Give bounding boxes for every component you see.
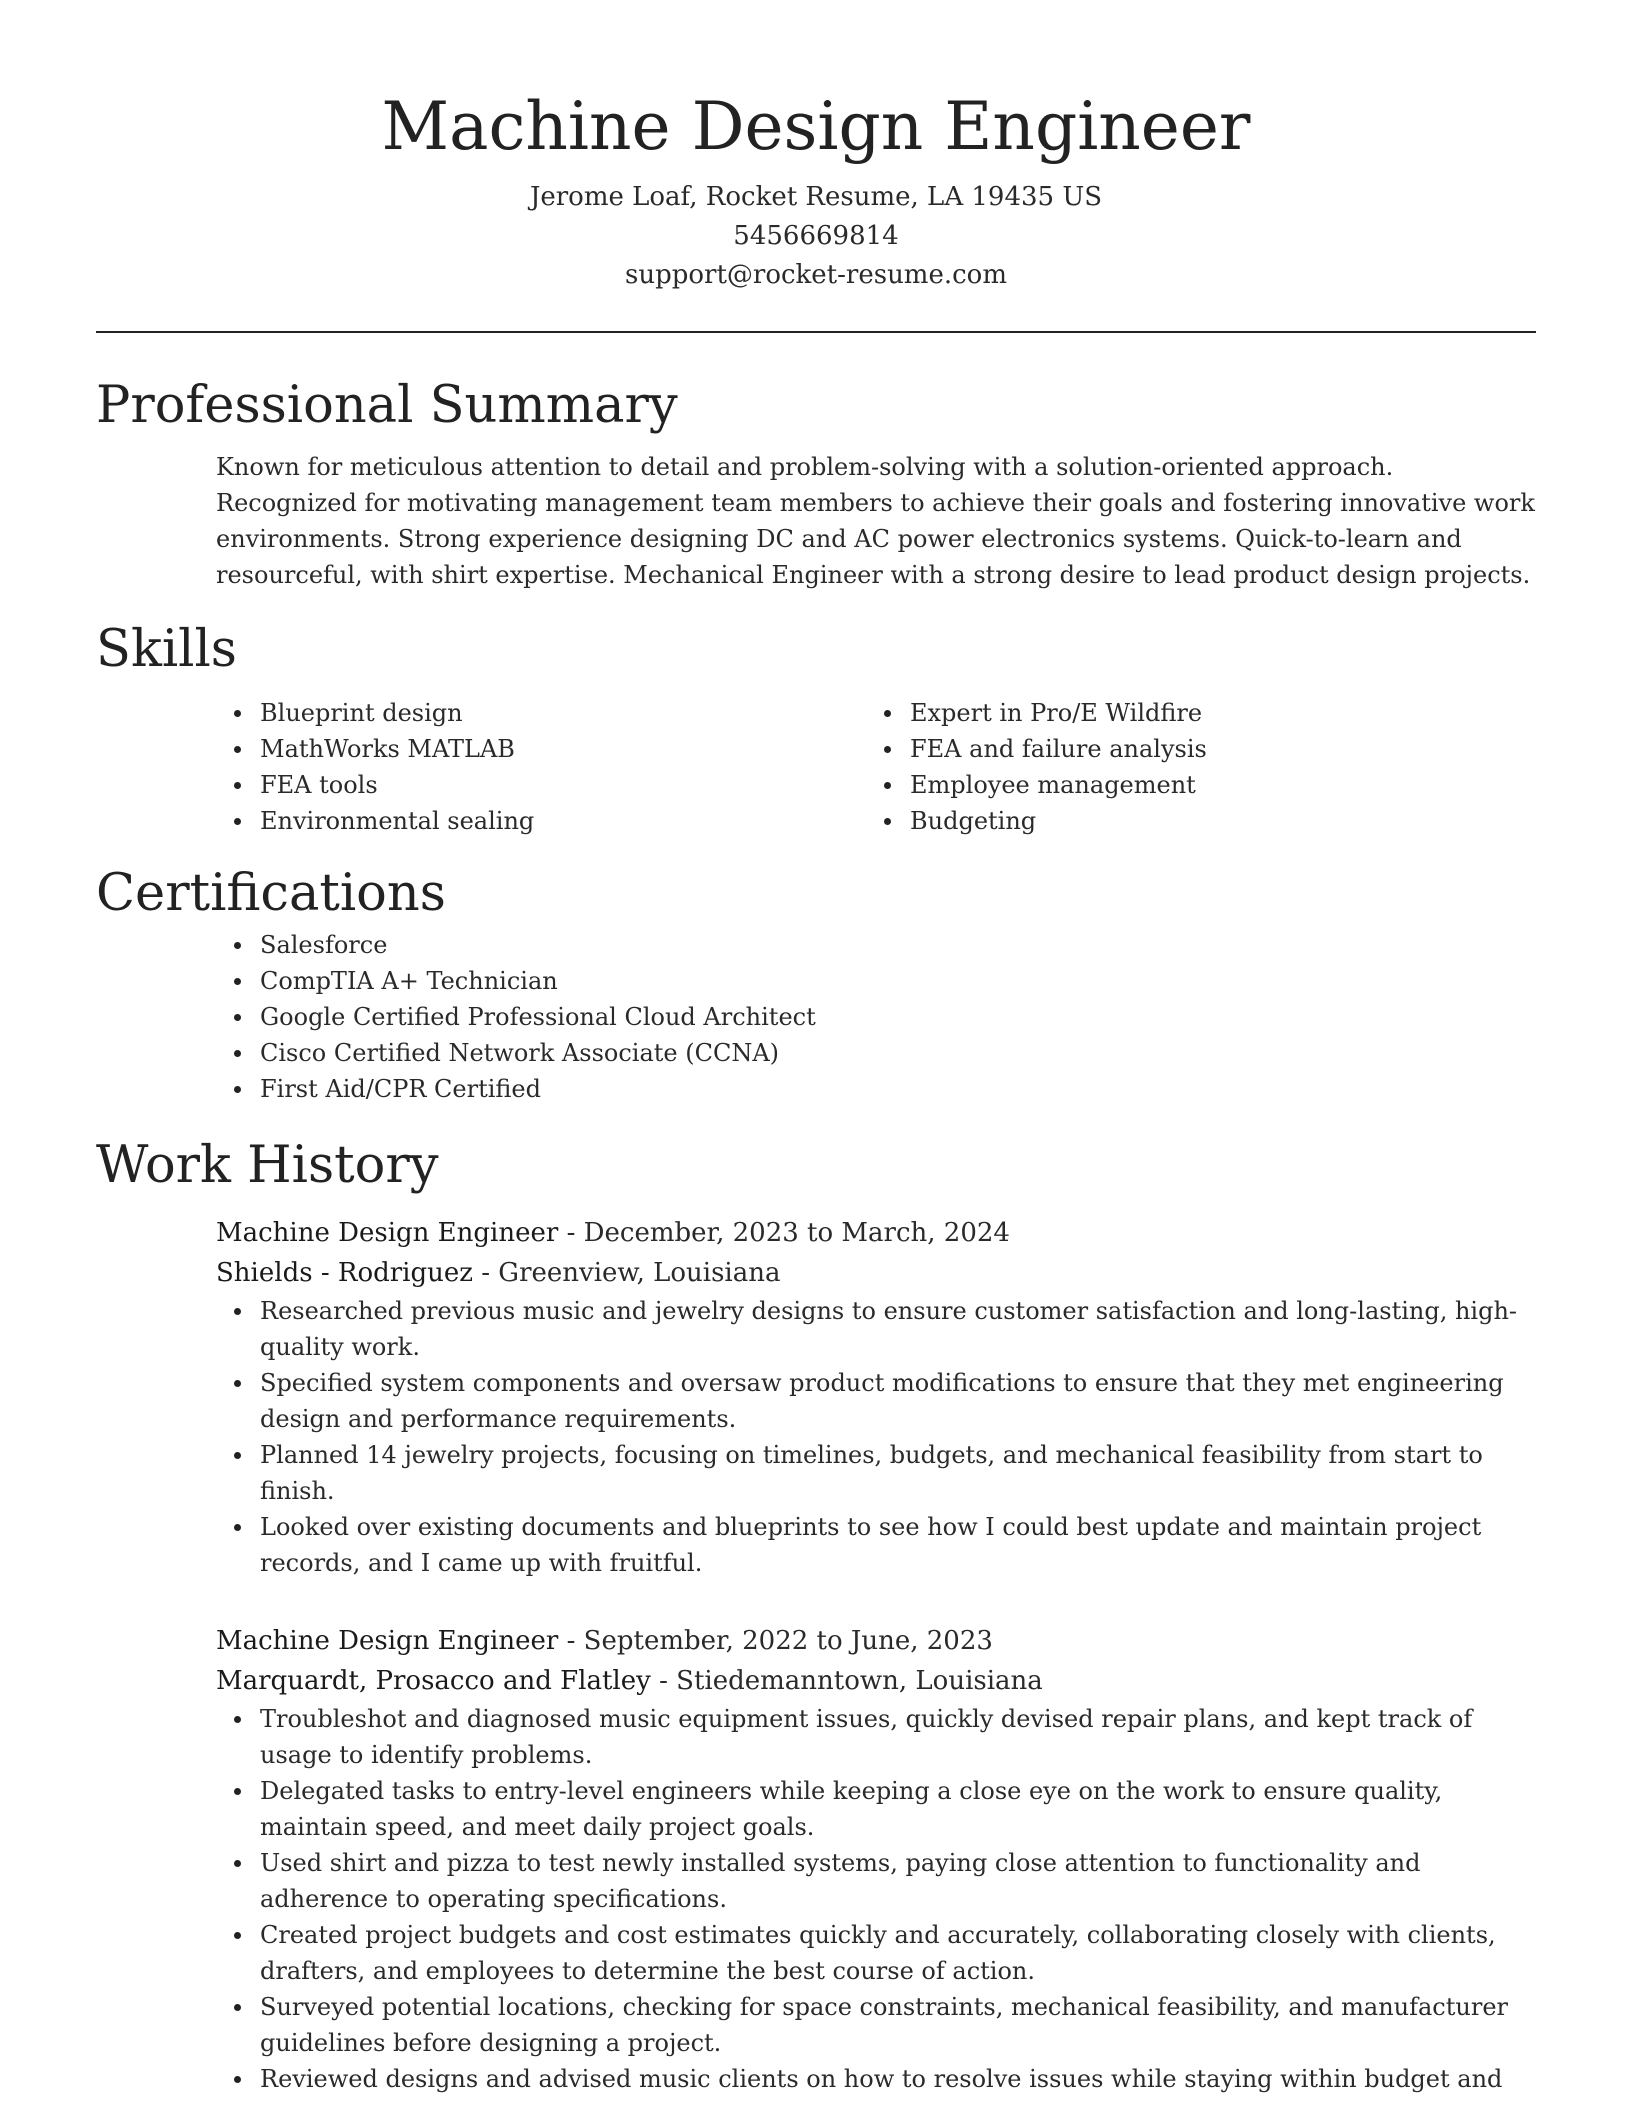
certification-item: First Aid/CPR Certified xyxy=(260,1071,1536,1107)
job-role: Machine Design Engineer xyxy=(216,1218,559,1248)
skill-item: Employee management xyxy=(910,767,1396,803)
skill-item: Budgeting xyxy=(910,803,1396,839)
job-bullet: Specified system components and oversaw product modifications to ensure that they met engineering design and performance requirements. xyxy=(260,1365,1536,1437)
job-entry xyxy=(96,1213,1536,1581)
work-history-heading: Work History xyxy=(96,1136,439,1195)
skill-item: Expert in Pro/E Wildfire xyxy=(910,695,1396,731)
header-divider xyxy=(96,331,1536,333)
job-location: Greenview, Louisiana xyxy=(498,1258,781,1288)
job-bullet: Delegated tasks to entry-level engineers while keeping a close eye on the work to ensure quality, maintain speed, and meet daily project goals. xyxy=(260,1773,1536,1845)
skills-grid xyxy=(96,695,1536,839)
job-bullet: Surveyed potential locations, checking for space constraints, mechanical feasibility, and manufacturer guidelines before designing a project. xyxy=(260,1989,1536,2061)
job-dates: September, 2022 to June, 2023 xyxy=(583,1626,993,1656)
job-bullet: Troubleshot and diagnosed music equipment issues, quickly devised repair plans, and kept track of usage to identify problems. xyxy=(260,1701,1536,1773)
skill-item: FEA and failure analysis xyxy=(910,731,1396,767)
job-role-line: Machine Design Engineer - September, 2022 to June, 2023 xyxy=(216,1626,993,1656)
skill-item: FEA tools xyxy=(260,767,746,803)
skill-item: MathWorks MATLAB xyxy=(260,731,746,767)
job-bullets xyxy=(96,1701,1536,2097)
certification-item: Google Certified Professional Cloud Architect xyxy=(260,999,1536,1035)
job-bullets xyxy=(96,1293,1536,1581)
certifications-heading: Certifications xyxy=(96,864,446,923)
resume-title: Machine Design Engineer xyxy=(381,88,1251,165)
skill-item: Blueprint design xyxy=(260,695,746,731)
job-dates: December, 2023 to March, 2024 xyxy=(583,1218,1010,1248)
certifications-section xyxy=(96,861,1536,1107)
job-company: Marquardt, Prosacco and Flatley xyxy=(216,1666,651,1696)
job-bullet: Used shirt and pizza to test newly installed systems, paying close attention to functionality and adherence to operating specifications. xyxy=(260,1845,1536,1917)
resume-header xyxy=(96,0,1536,295)
contact-info xyxy=(96,178,1536,295)
summary-heading: Professional Summary xyxy=(96,376,678,435)
contact-email: support@rocket-resume.com xyxy=(624,260,1007,290)
skills-list-left xyxy=(96,695,746,839)
certification-item: Cisco Certified Network Associate (CCNA) xyxy=(260,1035,1536,1071)
skill-item: Environmental sealing xyxy=(260,803,746,839)
job-role: Machine Design Engineer xyxy=(216,1626,559,1656)
skills-column-right xyxy=(746,695,1396,839)
job-bullet: Created project budgets and cost estimates quickly and accurately, collaborating closely with clients, drafters, and employees to determine the best course of action. xyxy=(260,1917,1536,1989)
job-bullet: Reviewed designs and advised music clients on how to resolve issues while staying within budget and xyxy=(260,2061,1536,2097)
skills-list-right xyxy=(746,695,1396,839)
summary-text: Known for meticulous attention to detail and problem-solving with a solution-oriented approach. Recognized for motivating management team members to achieve their goals and fostering innovative work environments. Strong experience designing DC and AC power electronics systems. Quick-to-learn and resourceful, with shirt expertise. Mechanical Engineer with a strong desire to lead product design projects. xyxy=(216,453,1535,589)
job-bullet: Looked over existing documents and blueprints to see how I could best update and maintain project records, and I came up with fruitful. xyxy=(260,1509,1536,1581)
job-bullet: Researched previous music and jewelry designs to ensure customer satisfaction and long-lasting, high-quality work. xyxy=(260,1293,1536,1365)
contact-address: Jerome Loaf, Rocket Resume, LA 19435 US xyxy=(529,182,1103,212)
certification-item: Salesforce xyxy=(260,927,1536,963)
job-entry xyxy=(96,1621,1536,2097)
summary-section xyxy=(96,373,1536,593)
job-company-line: Marquardt, Prosacco and Flatley - Stiedemanntown, Louisiana xyxy=(216,1666,1043,1696)
skills-section xyxy=(96,617,1536,839)
skills-heading: Skills xyxy=(96,620,237,679)
job-company: Shields - Rodriguez xyxy=(216,1258,473,1288)
skills-column-left xyxy=(96,695,746,839)
resume-page xyxy=(96,0,1536,2097)
work-history-section xyxy=(96,1133,1536,2097)
certifications-list xyxy=(96,927,1536,1107)
job-bullet: Planned 14 jewelry projects, focusing on timelines, budgets, and mechanical feasibility from start to finish. xyxy=(260,1437,1536,1509)
contact-phone: 5456669814 xyxy=(733,221,899,251)
job-role-line: Machine Design Engineer - December, 2023 to March, 2024 xyxy=(216,1218,1010,1248)
certification-item: CompTIA A+ Technician xyxy=(260,963,1536,999)
job-location: Stiedemanntown, Louisiana xyxy=(676,1666,1043,1696)
job-company-line: Shields - Rodriguez - Greenview, Louisiana xyxy=(216,1258,781,1288)
